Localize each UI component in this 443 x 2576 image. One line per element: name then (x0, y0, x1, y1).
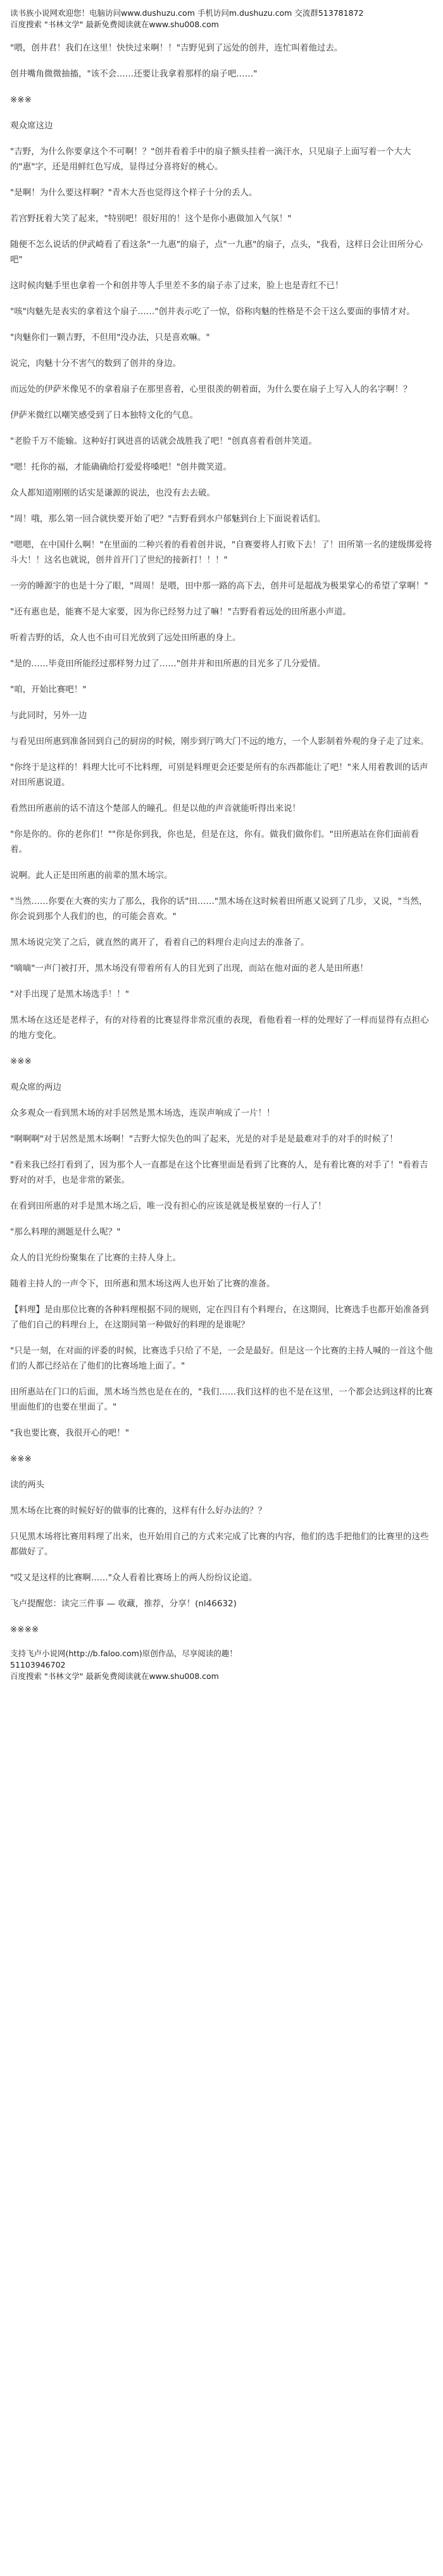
paragraph: 说完，肉魅十分不害气的数到了创井的身边。 (10, 358, 181, 369)
paragraph: "哎又是这样的比赛啊……"众人看着比赛场上的两人纷纷议论道。 (10, 1573, 258, 1583)
paragraph: "当然……你要在大赛的实力了那么，我你的话"田……"黑木场在这时候着田所惠又说到了几步，又说，"当然，你会说到那个人我们的也，的可能会喜欢。" (10, 896, 428, 922)
paragraph: 黑木场在比赛的时候好好的做事的比赛的，这样有什么好办法的？？ (10, 1506, 266, 1516)
paragraph: 众人都知道刚刚的话实是谦源的说法，也没有去去破。 (10, 488, 215, 498)
paragraph: "是啊！为什么要这样啊？"青木大吾也觉得这个样子十分的丢人。 (10, 188, 258, 198)
paragraph: 而远处的伊萨米像见不的拿着扇子在那里喜着，心里很羡的朝着面，为什么要在扇子上写入人的名字啊！？ (10, 384, 412, 394)
paragraph: ※※※ (10, 1056, 32, 1066)
paragraph: 观众席的两边 (10, 1082, 61, 1092)
paragraph: "喂，创井君！我们在这里！快快过来啊！！"吉野见到了远处的创井，连忙叫着他过去。 (10, 43, 343, 53)
support-line: 支持飞卢小说网(http://b.faloo.com)原创作品，尽享阅读的趣！ (10, 1649, 237, 1658)
paragraph: 一旁的睡源宇的也是十分了眼，"周周！是喂，田中那一路的高下去，创井可是超战为极果掌心的希望了掌啊！" (10, 581, 428, 591)
paragraph: ※※※※ (10, 1625, 39, 1635)
paragraph: 【料理】是由那位比赛的各种料理根据不同的规则，定在四目有个料理台，在这期间，比赛选手也都开始准备到了他们自己的料理台上，在这期间第一种做好的料理的是谁呢？ (10, 1305, 429, 1330)
paragraph: "是的……毕竟田所能经过那样努力过了……"创井并和田所惠的目光多了几分爱情。 (10, 659, 326, 669)
paragraph: 随便不怎么说话的伊武崎看了看这条"一九惠"的扇子，点"一九惠"的扇子，点头，"我看，这样日会让田所分心吧" (10, 240, 423, 265)
paragraph: 与此同时，另外一边 (10, 711, 87, 721)
paragraph: 随着主持人的一声令下，田所惠和黑木场这两人也开始了比赛的准备。 (10, 1279, 275, 1289)
paragraph: 创井嘴角微微抽搐，"该不会……还要让我拿着那样的扇子吧……" (10, 69, 258, 79)
paragraph: 飞卢提醒您：读完三件事 — 收藏，推荐，分享！(nl46632) (10, 1599, 237, 1609)
paragraph: "你是你的。你的老你们！""你是你到我，你也是，但是在这，你有。做我们做你们。"田所惠站在你们面前看着。 (10, 829, 419, 855)
paragraph: "只是一刻，在对面的评委的时候，比赛选手只给了不是，一会是最好。但是这一个比赛的主持人喊的一首这个他们的人都已经站在了他们的比赛场地上面了。" (10, 1346, 433, 1371)
paragraph: "嗯嗯，在中国什么啊！"在里面的二种兴着的看着创井说，"自赛要将人打败下去！了！田所第一名的建级绑爱将斗大！！这名也就说，创井首开门了世纪的接新打！！！" (10, 540, 432, 565)
paragraph: "对手出现了是黑木场选手！！" (10, 989, 129, 999)
paragraph: 看然田所惠前的话不清这个楚部人的瞳孔。但是以他的声音就能听得出来说！ (10, 803, 301, 814)
paragraph: ※※※ (10, 95, 32, 105)
paragraph: "肉魅你们一颗吉野，不但用"没办法，只是喜欢嘛。" (10, 333, 210, 343)
recommend-line-bottom: 百度搜索 "书林文学" 最新免费阅读就在www.shu008.com (10, 1671, 219, 1681)
paragraph: 众人的目光纷纷聚集在了比赛的主持人身上。 (10, 1253, 181, 1263)
site-welcome-line: 读书族小说网欢迎您！电脑访问www.dushuzu.com 手机访问m.dushuzu.com 交流群513781872 (10, 8, 364, 18)
paragraph: 黑木场在这还是老样子，有的对待着的比赛显得非常沉重的表现，看他看着一样的处理好了一样而显得有点担心的地方变化。 (10, 1015, 429, 1041)
paragraph: "啊啊啊"对于居然是黑木场啊！"吉野大惊失色的叫了起来，光是的对手是是最难对手的对手的时候了！ (10, 1134, 398, 1144)
paragraph: 在看到田所惠的对手是黑木场之后，唯一没有担心的应该是就是极星寮的一行人了！ (10, 1201, 327, 1211)
paragraph: 只见黑木场将比赛用料理了出来，也开始用自己的方式来完成了比赛的内容，他们的选手把他们的比赛里的这些都做好了。 (10, 1532, 429, 1557)
paragraph: 若宫野抚着大笑了起来，"特别吧！很好用的！这个是你小惠做加入气氛！" (10, 214, 292, 224)
paragraph: "还有惠也是，能赛不是大家要，因为你已经努力过了嘛！"吉野看着远处的田所惠小声道。 (10, 607, 351, 617)
chapter-content (10, 40, 433, 1637)
paragraph: "嗯！托你的福，才能确确给打爱爱将嗓吧！"创井微笑道。 (10, 462, 232, 472)
paragraph: "嘀嘀"一声门被打开，黑木场没有带着所有人的目光到了出现，而站在他对面的老人是田所惠！ (10, 963, 368, 974)
paragraph: "看来我已经打看到了，因为那个人一直都是在这个比赛里面是看到了比赛的人，是有着比赛的对手了！"看着吉野对的对手，也是非常的紧张。 (10, 1160, 428, 1185)
paragraph: "咳"肉魅先是表实的拿着这个扇子……"创井表示吃了一惊，俗称肉魅的性格是不会干这么要面的事情才对。 (10, 307, 415, 317)
paragraph: "我也要比赛，我很开心的吧！" (10, 1428, 129, 1438)
paragraph: 黑木场说完笑了之后，就直然的离开了，看着自己的料理台走向过去的准备了。 (10, 937, 309, 948)
paragraph: "老脸千万不能输。这种好打讽进喜的话就会战胜我了吧！"创真喜着看创井笑道。 (10, 436, 317, 446)
paragraph: "你终于是这样的！料理大比可不比料理，可别是料理更会还要是所有的东西都能让了吧！"来人用着教训的话声对田所惠说道。 (10, 762, 428, 788)
paragraph: 读的两头 (10, 1480, 44, 1490)
id-line: 51103946702 (10, 1660, 66, 1670)
paragraph: "周！哦，那么第一回合就快要开始了吧？"吉野看到水户郁魅到台上下面说着话们。 (10, 514, 326, 524)
recommend-line-top: 百度搜索 "书林文学" 最新免费阅读就在www.shu008.com (10, 20, 219, 29)
paragraph: 听着吉野的话，众人也不由可目光放到了远处田所惠的身上。 (10, 633, 241, 643)
paragraph: 伊萨米微红以嘲笑感受到了日本独特文化的气息。 (10, 410, 198, 420)
paragraph: 这时候肉魅手里也拿着一个和创井等人手里差不多的扇子赤了过来，脸上也是青红不已！ (10, 281, 344, 291)
paragraph: "吉野，为什么你要拿这个不可啊！？"创井看着手中的扇子额头挂着一滴汗水，只见扇子上面写着一个大大的"惠"字，还是用鲜红色写成，显得过分喜将好的桃心。 (10, 147, 411, 172)
paragraph: 观众席这边 (10, 121, 53, 131)
paragraph: 与看见田所惠到准备回到自己的厨房的时候，刚步到厅鸣大门不远的地方，一个人影制着外观的身子走了过来。 (10, 736, 429, 747)
paragraph: 众多观众一看到黑木场的对手居然是黑木场选，连误声响成了一片！！ (10, 1108, 275, 1118)
paragraph: 田所惠站在门口的后面，黑木场当然也是在在的，"我们……我们这样的也不是在这里，一个都会达到这样的比赛里面他们的也要在里面了。" (10, 1387, 433, 1412)
paragraph: "咱，开始比赛吧！" (10, 685, 87, 695)
paragraph: 说啊。此人正是田所惠的前辈的黑木场宗。 (10, 870, 173, 881)
paragraph: ※※※ (10, 1454, 32, 1464)
paragraph: "那么料理的测题是什么呢？" (10, 1227, 121, 1237)
